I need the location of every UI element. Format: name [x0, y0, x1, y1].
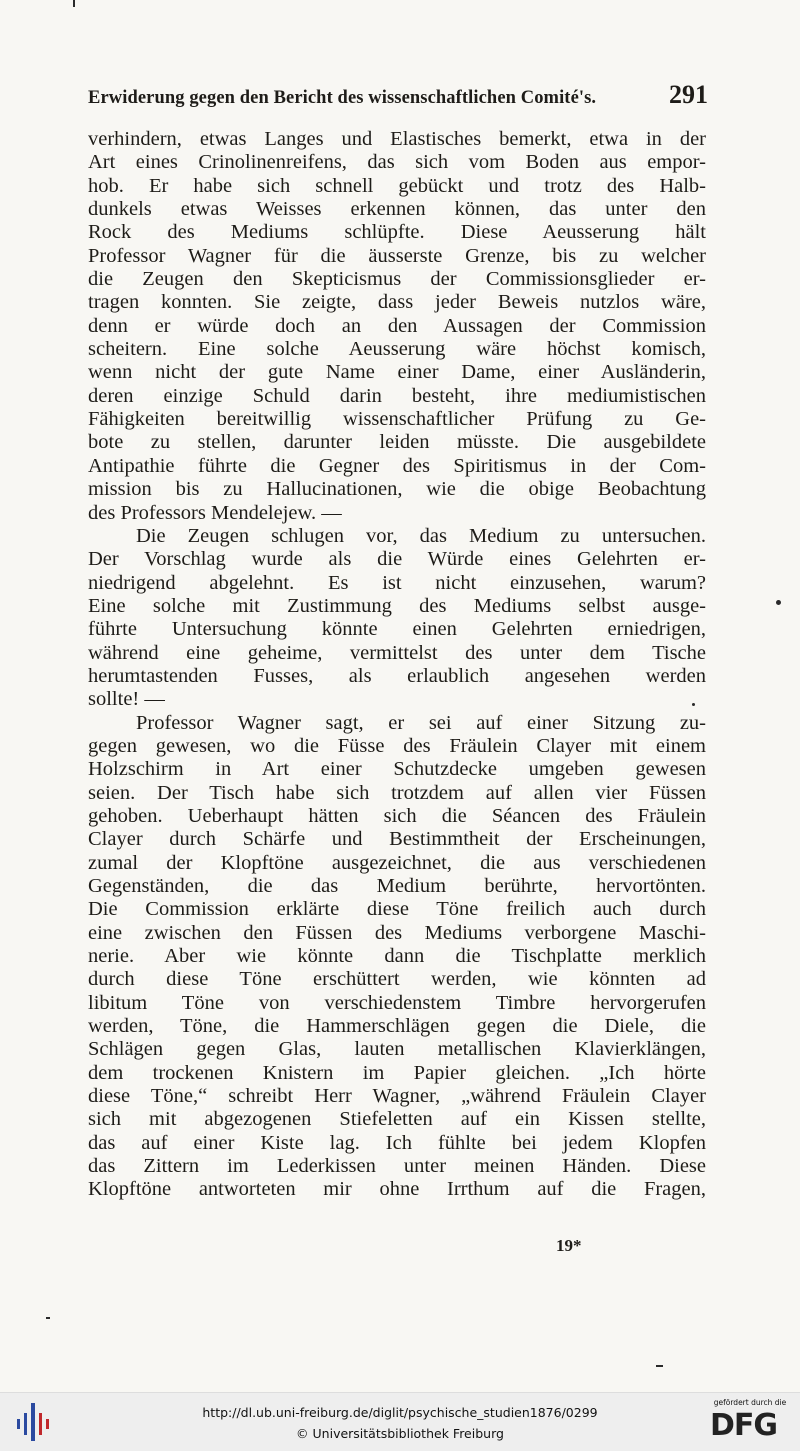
text-line: Der Vorschlag wurde als die Würde eines Gelehrten er- — [88, 548, 706, 571]
text-line: Professor Wagner sagt, er sei auf einer Sitzung zu- — [136, 711, 706, 734]
text-line: das auf einer Kiste lag. Ich fühlte bei jedem Klopfen — [88, 1131, 706, 1154]
text-line: denn er würde doch an den Aussagen der Commission — [88, 314, 706, 337]
footer-copyright: © Universitätsbibliothek Freiburg — [296, 1426, 504, 1441]
scan-speck — [73, 0, 75, 7]
text-line: diese Töne,“ schreibt Herr Wagner, „während Fräulein Clayer — [88, 1085, 706, 1108]
page-number: 291 — [669, 80, 708, 109]
dfg-logo-text: DFG — [710, 1408, 778, 1443]
text-line: libitum Töne von verschiedenstem Timbre hervorgerufen — [88, 991, 706, 1014]
text-line: Clayer durch Schärfe und Bestimmtheit der Erscheinungen, — [88, 828, 706, 851]
footer-bar — [0, 1392, 800, 1451]
text-line: hob. Er habe sich schnell gebückt und trotz des Halb- — [88, 174, 706, 197]
text-line: während eine geheime, vermittelst des unter dem Tische — [88, 641, 706, 664]
scan-speck — [776, 600, 781, 605]
text-line: dunkels etwas Weisses erkennen können, das unter den — [88, 198, 706, 221]
text-line: werden, Töne, die Hammerschlägen gegen die Diele, die — [88, 1015, 706, 1038]
dfg-caption: gefördert durch die — [713, 1398, 787, 1407]
text-line: gehoben. Ueberhaupt hätten sich die Séancen des Fräulein — [88, 804, 706, 827]
text-line: niedrigend abgelehnt. Es ist nicht einzusehen, warum? — [88, 571, 706, 594]
text-line: das Zittern im Lederkissen unter meinen Händen. Diese — [88, 1155, 706, 1178]
signature-mark: 19* — [556, 1236, 582, 1255]
text-line: verhindern, etwas Langes und Elastisches bemerkt, etwa in der — [88, 128, 706, 150]
text-line: deren einzige Schuld darin besteht, ihre mediumistischen — [88, 384, 706, 407]
text-line: sich mit abgezogenen Stiefeletten auf ein Kissen stellte, — [88, 1108, 706, 1131]
text-line: eine zwischen den Füssen des Mediums verborgene Maschi- — [88, 921, 706, 944]
text-line: durch diese Töne erschüttert werden, wie könnten ad — [88, 968, 706, 991]
text-line: tragen konnten. Sie zeigte, dass jeder Beweis nutzlos wäre, — [88, 291, 706, 314]
text-line: wenn nicht der gute Name einer Dame, einer Ausländerin, — [88, 361, 706, 384]
text-line: gegen gewesen, wo die Füsse des Fräulein Clayer mit einem — [88, 734, 706, 757]
text-line: Gegenständen, die das Medium berührte, hervortönten. — [88, 875, 706, 897]
text-line: Holzschirm in Art einer Schutzdecke umgeben gewesen — [88, 758, 706, 781]
text-line: Klopftöne antworteten mir ohne Irrthum auf die Fragen, — [88, 1178, 706, 1201]
scan-speck — [692, 703, 695, 706]
footer-url-link[interactable]: http://dl.ub.uni-freiburg.de/diglit/psychische_studien1876/0299 — [202, 1405, 598, 1420]
text-line: Schlägen gegen Glas, lauten metallischen Klavierklängen, — [88, 1038, 706, 1061]
text-line: seien. Der Tisch habe sich trotzdem auf allen vier Füssen — [88, 781, 706, 804]
text-line: bote zu stellen, darunter leiden müsste. Die ausgebildete — [88, 431, 706, 454]
text-line: Die Zeugen schlugen vor, das Medium zu untersuchen. — [136, 524, 706, 547]
text-line: Fähigkeiten bereitwillig wissenschaftlicher Prüfung zu Ge- — [88, 408, 706, 431]
dfg-logo[interactable] — [704, 1397, 796, 1447]
text-line: Professor Wagner für die äusserste Grenze, bis zu welcher — [88, 244, 706, 267]
text-line: scheitern. Eine solche Aeusserung wäre höchst komisch, — [88, 338, 706, 361]
text-line: führte Untersuchung könnte einen Gelehrten erniedrigen, — [88, 618, 706, 641]
running-title: Erwiderung gegen den Bericht des wissenschaftlichen Comité's. — [88, 88, 597, 108]
text-line: mission bis zu Hallucinationen, wie die obige Beobachtung — [88, 478, 706, 501]
scan-speck — [46, 1317, 50, 1319]
running-header — [88, 80, 708, 114]
text-line: des Professors Mendelejew. — — [88, 501, 342, 524]
text-line: Antipathie führte die Gegner des Spiritismus in der Com- — [88, 454, 706, 477]
text-line: Die Commission erklärte diese Töne freilich auch durch — [88, 898, 706, 921]
text-line: herumtastenden Fusses, als erlaublich angesehen werden — [88, 664, 706, 687]
text-line: die Zeugen den Skepticismus der Commissionsglieder er- — [88, 268, 706, 291]
text-line: Rock des Mediums schlüpfte. Diese Aeusserung hält — [88, 221, 706, 244]
text-line: nerie. Aber wie könnte dann die Tischplatte merklich — [88, 945, 706, 968]
text-line: Art eines Crinolinenreifens, das sich vom Boden aus empor- — [88, 151, 706, 174]
text-line: Eine solche mit Zustimmung des Mediums selbst ausge- — [88, 594, 706, 617]
text-line: dem trockenen Knistern im Papier gleichen. „Ich hörte — [88, 1061, 706, 1084]
body-text — [88, 128, 706, 1202]
text-line: zumal der Klopftöne ausgezeichnet, die aus verschiedenen — [88, 851, 706, 874]
scan-speck — [656, 1365, 663, 1367]
text-line: sollte! — — [88, 688, 165, 711]
